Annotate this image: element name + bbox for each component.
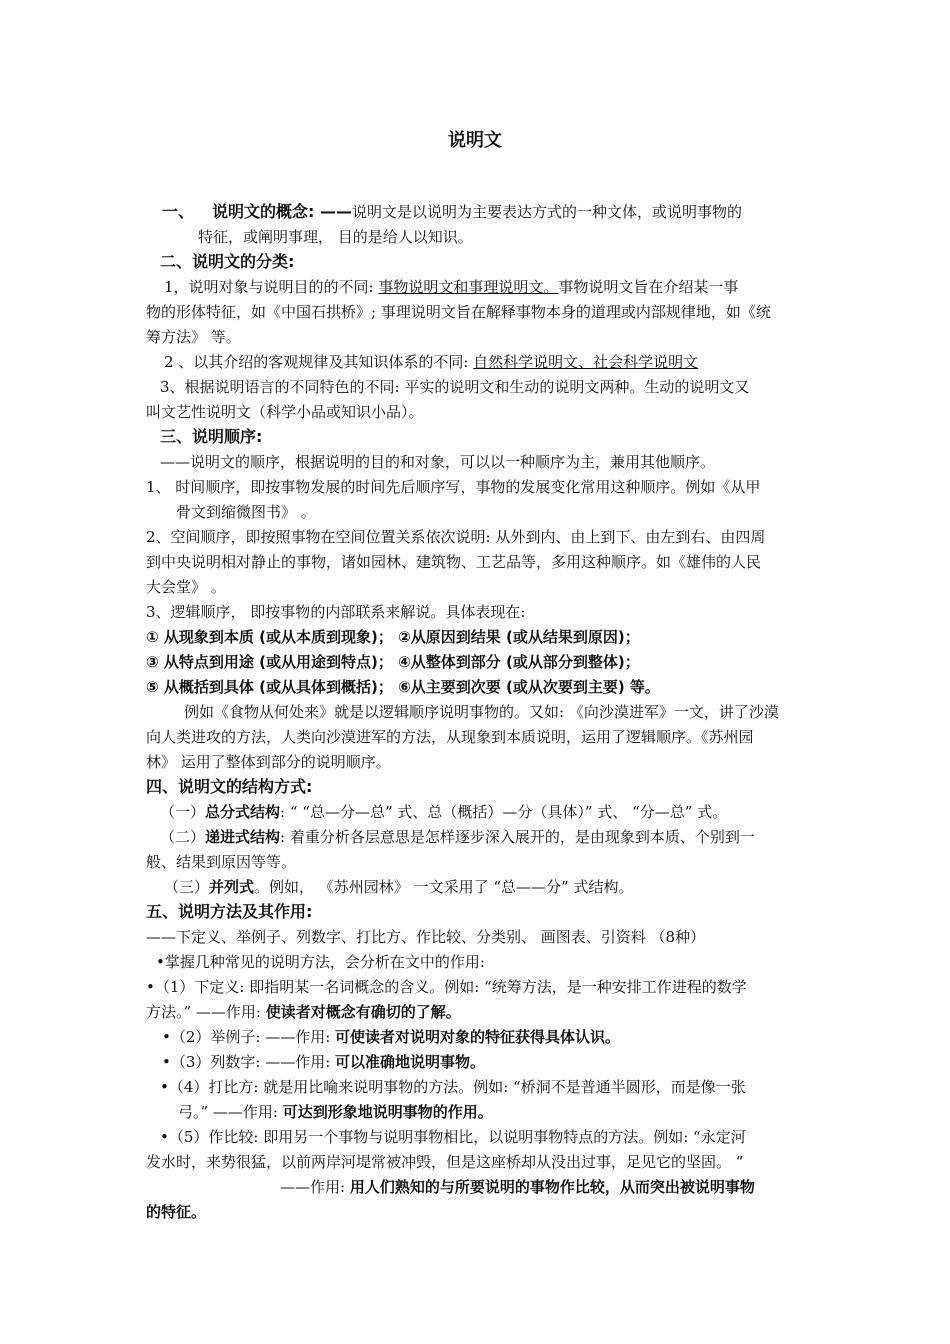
section3-order-2: ③ 从特点到用途 (或从用途到特点)； ④从整体到部分 (或从部分到整体)； bbox=[146, 653, 640, 671]
section5-m2-label: •（2）举例子: ——作用: bbox=[162, 1028, 336, 1046]
section5-m4-line2 bbox=[178, 1102, 493, 1122]
section5-m5-effect: 用人们熟知的与所要说明的事物作比较，从而突出被说明事物 bbox=[349, 1178, 755, 1196]
section4-item2-number: （二） bbox=[160, 828, 206, 846]
section3-space-line2: 到中央说明相对静止的事物，诸如园林、建筑物、工艺品等，多用这种顺序。如《雄伟的人民 bbox=[146, 553, 762, 571]
section5-heading: 五、说明方法及其作用: bbox=[146, 902, 313, 921]
section1-line2: 特征，或阐明事理， 目的是给人以知识。 bbox=[198, 228, 473, 246]
section5-intro: •掌握几种常见的说明方法，会分析在文中的作用: bbox=[156, 953, 485, 971]
section2-p3-line2: 叫文艺性说明文（科学小品或知识小品）。 bbox=[146, 403, 424, 421]
section5-m5-line3 bbox=[280, 1177, 755, 1197]
section2-p3-line1: 3、根据说明语言的不同特色的不同: 平实的说明文和生动的说明文两种。生动的说明文又 bbox=[160, 378, 750, 396]
section4-item1-text: : “ “总—分—总” 式、总（概括）—分（具体）” 式、 “分—总” 式。 bbox=[280, 803, 728, 821]
section5-m1-line1: •（1）下定义: 即指明某一名词概念的含义。例如: “统筹方法，是一种安排工作进程的数学 bbox=[146, 978, 747, 996]
section5-m3 bbox=[162, 1052, 485, 1072]
section5-m4-effect: 可达到形象地说明事物的作用。 bbox=[282, 1103, 493, 1121]
section4-item1-number: （一） bbox=[160, 803, 206, 821]
section4-item3-number: （三） bbox=[164, 878, 210, 896]
section5-m5-line2: 发水时，来势很猛，以前两岸河堤常被冲毁，但是这座桥却从没出过事，足见它的坚固。 ” bbox=[146, 1153, 744, 1171]
section3-time-line1: 1、 时间顺序，即按事物发展的时间先后顺序写，事物的发展变化常用这种顺序。例如《从甲 bbox=[146, 478, 761, 496]
section4-item3-text: 。例如， 《苏州园林》 一文采用了 “总——分” 式结构。 bbox=[254, 878, 634, 896]
section5-m1-effect-label: 方法。” ——作用: bbox=[146, 1003, 266, 1021]
section5-m4-line1: •（4）打比方: 就是用比喻来说明事物的方法。例如: “桥洞不是普通半圆形，而是像一张 bbox=[160, 1078, 746, 1096]
section3-example-line3: 林》 运用了整体到部分的说明顺序。 bbox=[146, 753, 391, 771]
section4-item1-term: 总分式结构 bbox=[205, 803, 281, 821]
section3-order-1: ① 从现象到本质 (或从本质到现象)； ②从原因到结果 (或从结果到原因)； bbox=[146, 628, 640, 646]
section5-m3-effect: 可以准确地说明事物。 bbox=[335, 1053, 486, 1071]
section1-heading: 说明文的概念: bbox=[212, 202, 315, 221]
section2-p1-line3: 筹方法》 等。 bbox=[146, 328, 241, 346]
section2-p1-line2: 物的形体特征，如《中国石拱桥》; 事理说明文旨在解释事物本身的道理或内部规律地，如《统 bbox=[146, 303, 771, 321]
section3-logic: 3、逻辑顺序， 即按事物的内部联系来解说。具体表现在: bbox=[146, 603, 526, 621]
section1-number: 一、 bbox=[162, 202, 195, 221]
section5-m4-effect-label: 弓。” ——作用: bbox=[178, 1103, 283, 1121]
section3-intro: ——说明文的顺序，根据说明的目的和对象，可以以一种顺序为主，兼用其他顺序。 bbox=[160, 453, 716, 471]
section2-p1-underlined: 事物说明文和事理说明文。 bbox=[378, 278, 559, 296]
section4-heading: 四、说明文的结构方式: bbox=[146, 777, 313, 796]
section5-m2-effect: 可使读者对说明对象的特征获得具体认识。 bbox=[335, 1028, 621, 1046]
section2-p1-line1 bbox=[164, 277, 738, 297]
section2-p2-prefix: 2 、以其介绍的客观规律及其知识体系的不同: bbox=[164, 353, 474, 371]
section5-m5-line1: •（5）作比较: 即用另一个事物与说明事物相比，以说明事物特点的方法。例如: “永定河 bbox=[160, 1128, 746, 1146]
section2-p2-underlined: 自然科学说明文、社会科学说明文 bbox=[473, 353, 699, 371]
section4-item2 bbox=[160, 827, 755, 847]
section5-m1-line2 bbox=[146, 1002, 461, 1022]
section4-item2-term: 递进式结构 bbox=[205, 828, 281, 846]
section2-p1-prefix: 1，说明对象与说明目的的不同: bbox=[164, 278, 379, 296]
section5-m5-line4: 的特征。 bbox=[146, 1203, 207, 1221]
section3-space-line3: 大会堂》 。 bbox=[146, 578, 226, 596]
section4-item3-term: 并列式 bbox=[209, 878, 255, 896]
section5-method-list: ——下定义、举例子、列数字、打比方、作比较、分类别、 画图表、引资料 （8种） bbox=[146, 928, 706, 946]
section5-m5-effect-label: ——作用: bbox=[280, 1178, 350, 1196]
section5-m3-label: •（3）列数字: ——作用: bbox=[162, 1053, 336, 1071]
section4-item3 bbox=[164, 877, 633, 897]
section1-line1 bbox=[212, 202, 742, 222]
page-title: 说明文 bbox=[448, 130, 502, 151]
section3-space-line1: 2、空间顺序，即按照事物在空间位置关系依次说明: 从外到内、由上到下、由左到右、由四周 bbox=[146, 528, 766, 546]
section1-dash: —— bbox=[314, 202, 352, 221]
section5-m2 bbox=[162, 1027, 620, 1047]
section2-p1-rest: 事物说明文旨在介绍某一事 bbox=[558, 278, 739, 296]
section3-example-line2: 向人类进攻的方法，人类向沙漠进军的方法，从现象到本质说明，运用了逻辑顺序。《苏州园 bbox=[146, 728, 754, 746]
section4-item2-text: : 着重分析各层意思是怎样逐步深入展开的，是由现象到本质、个别到一 bbox=[280, 828, 755, 846]
section4-item1 bbox=[160, 802, 727, 822]
section1-text: 说明文是以说明为主要表达方式的一种文体，或说明事物的 bbox=[351, 203, 742, 221]
section3-time-line2: 骨文到缩微图书》 。 bbox=[176, 503, 316, 521]
section3-example-line1: 例如《食物从何处来》就是以逻辑顺序说明事物的。又如: 《向沙漠进军》一文，讲了沙漠 bbox=[184, 703, 779, 721]
section2-p2 bbox=[164, 352, 698, 372]
section4-item2-line2: 般、结果到原因等等。 bbox=[146, 853, 297, 871]
section3-order-3: ⑤ 从概括到具体 (或从具体到概括)； ⑥从主要到次要 (或从次要到主要) 等。 bbox=[146, 678, 660, 696]
section3-heading: 三、说明顺序: bbox=[160, 427, 263, 446]
section2-heading: 二、说明文的分类: bbox=[160, 252, 295, 271]
section5-m1-effect: 使读者对概念有确切的了解。 bbox=[265, 1003, 461, 1021]
